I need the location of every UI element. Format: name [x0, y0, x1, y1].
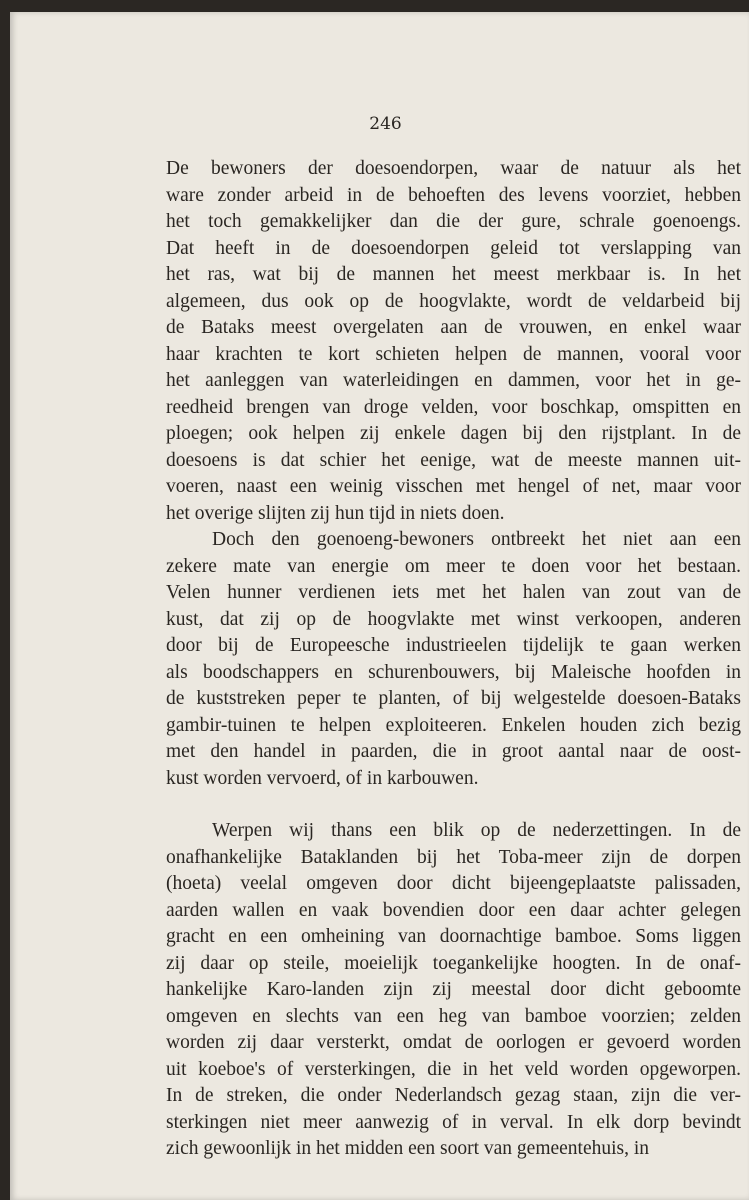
text-line: Dat heeft in de doesoendorpen geleid tot verslapping van	[166, 237, 741, 259]
paragraph	[166, 527, 741, 792]
text-line: gracht en een omheining van doornachtige bamboe. Soms liggen	[166, 926, 741, 947]
text-line: het overige slijten zij hun tijd in niets doen.	[166, 502, 505, 524]
text-line: zekere mate van energie om meer te doen voor het bestaan.	[166, 555, 741, 577]
text-line: ware zonder arbeid in de behoeften des levens voorziet, hebben	[166, 184, 741, 206]
text-line: haar krachten te kort schieten helpen de mannen, vooral voor	[166, 343, 741, 365]
text-line: kust, dat zij op de hoogvlakte met winst verkoopen, anderen	[166, 608, 741, 630]
text-line: door bij de Europeesche industrieelen tijdelijk te gaan werken	[166, 635, 741, 656]
text-line: aarden wallen en vaak bovendien door een daar achter gelegen	[166, 899, 741, 921]
book-page	[10, 12, 749, 1200]
text-line: ploegen; ook helpen zij enkele dagen bij den rijstplant. In de	[166, 423, 741, 444]
paragraph	[166, 818, 741, 1163]
text-line: reedheid brengen van droge velden, voor boschkap, omspitten en	[166, 396, 741, 418]
paragraph	[166, 156, 741, 527]
page-number: 246	[369, 114, 402, 134]
text-line: de Bataks meest overgelaten aan de vrouwen, en enkel waar	[166, 317, 741, 338]
text-line: worden zij daar versterkt, omdat de oorlogen er gevoerd worden	[166, 1032, 741, 1053]
text-line: doesoens is dat schier het eenige, wat de meeste mannen uit-	[166, 449, 741, 471]
text-line: het aanleggen van waterleidingen en dammen, voor het in ge-	[166, 370, 741, 391]
body-text	[166, 156, 741, 1163]
text-line: (hoeta) veelal omgeven door dicht bijeengeplaatste palissaden,	[166, 873, 741, 894]
text-line: algemeen, dus ook op de hoogvlakte, wordt de veldarbeid bij	[166, 290, 741, 312]
text-line: Velen hunner verdienen iets met het halen van zout van de	[166, 582, 741, 603]
text-line: Werpen wij thans een blik op de nederzettingen. In de	[212, 820, 741, 841]
text-line: hankelijke Karo-landen zijn zij meestal door dicht geboomte	[166, 979, 741, 1000]
paragraph-gap	[166, 792, 741, 818]
text-line: het ras, wat bij de mannen het meest merkbaar is. In het	[166, 264, 741, 285]
text-line: zij daar op steile, moeielijk toegankelijke hoogten. In de onaf-	[166, 952, 741, 974]
text-line: als boodschappers en schurenbouwers, bij Maleische hoofden in	[166, 661, 741, 683]
text-line: voeren, naast een weinig visschen met hengel of net, maar voor	[166, 476, 741, 497]
text-line: uit koeboe's of versterkingen, die in het veld worden opgeworpen.	[166, 1058, 741, 1080]
text-line: met den handel in paarden, die in groot aantal naar de oost-	[166, 741, 741, 762]
text-line: het toch gemakkelijker dan die der gure, schrale goenoengs.	[166, 211, 741, 232]
text-line: omgeven en slechts van een heg van bamboe voorzien; zelden	[166, 1005, 741, 1027]
text-line: gambir-tuinen te helpen exploiteeren. Enkelen houden zich bezig	[166, 714, 741, 736]
text-line: Doch den goenoeng-bewoners ontbreekt het niet aan een	[212, 529, 741, 550]
text-line: kust worden vervoerd, of in karbouwen.	[166, 767, 479, 789]
text-line: zich gewoonlijk in het midden een soort van gemeentehuis, in	[166, 1138, 650, 1159]
text-line: de kuststreken peper te planten, of bij welgestelde doesoen-Bataks	[166, 688, 741, 709]
paragraphs	[166, 156, 741, 1163]
text-line: sterkingen niet meer aanwezig of in verval. In elk dorp bevindt	[166, 1111, 741, 1133]
text-line: In de streken, die onder Nederlandsch gezag staan, zijn die ver-	[166, 1085, 741, 1106]
text-line: onafhankelijke Bataklanden bij het Toba-meer zijn de dorpen	[166, 846, 741, 868]
text-line: De bewoners der doesoendorpen, waar de natuur als het	[166, 158, 741, 179]
